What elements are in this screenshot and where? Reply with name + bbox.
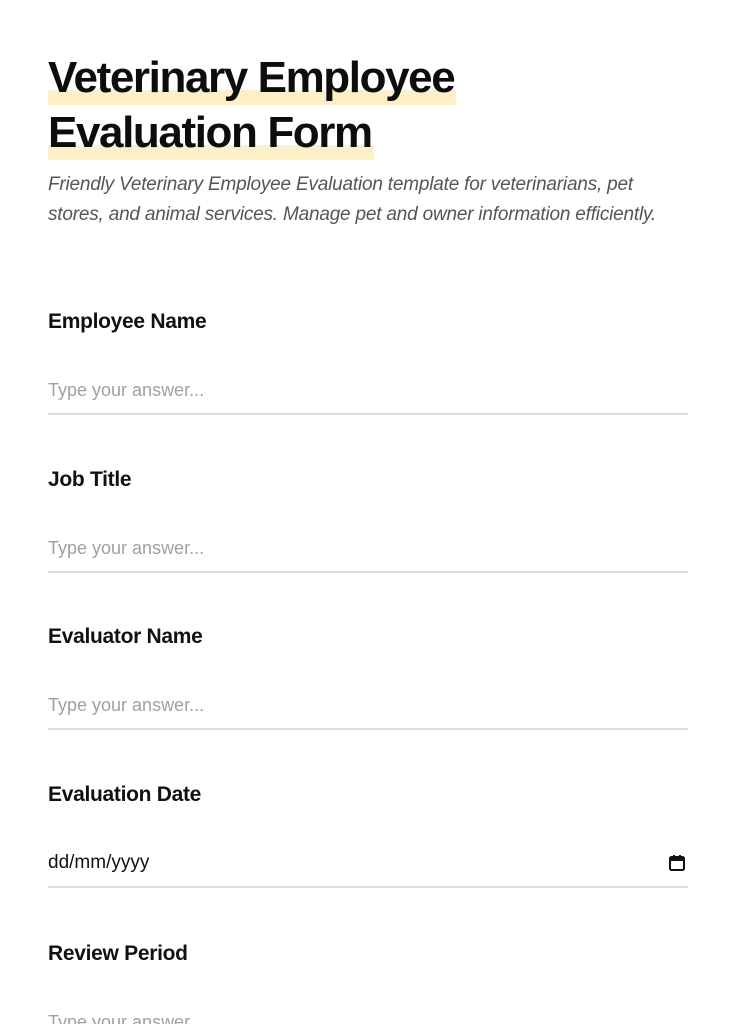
question-label: Review Period	[48, 942, 188, 965]
employee-name-input[interactable]	[48, 369, 688, 415]
question-evaluation-date	[48, 781, 688, 888]
question-job-title	[48, 466, 688, 573]
evaluation-date-input[interactable]	[48, 842, 688, 888]
form-description: Friendly Veterinary Employee Evaluation template for veterinarians, pet stores, and animal services. Manage pet and owner information efficiently.	[48, 174, 656, 225]
calendar-icon[interactable]	[668, 854, 686, 872]
question-label: Employee Name	[48, 310, 207, 333]
form-header	[48, 50, 688, 230]
job-title-input[interactable]	[48, 527, 688, 573]
question-review-period	[48, 940, 688, 1024]
form-title-line-2: Evaluation Form	[48, 105, 374, 160]
form-title-line-1: Veterinary Employee	[48, 50, 456, 105]
question-label: Evaluation Date	[48, 783, 202, 806]
question-label: Job Title	[48, 468, 132, 491]
form-title	[48, 50, 688, 160]
date-value: dd/mm/yyyy	[48, 852, 150, 873]
review-period-input[interactable]	[48, 1001, 688, 1024]
evaluator-name-input[interactable]	[48, 684, 688, 730]
question-evaluator-name	[48, 623, 688, 730]
question-employee-name	[48, 308, 688, 415]
question-label: Evaluator Name	[48, 625, 203, 648]
